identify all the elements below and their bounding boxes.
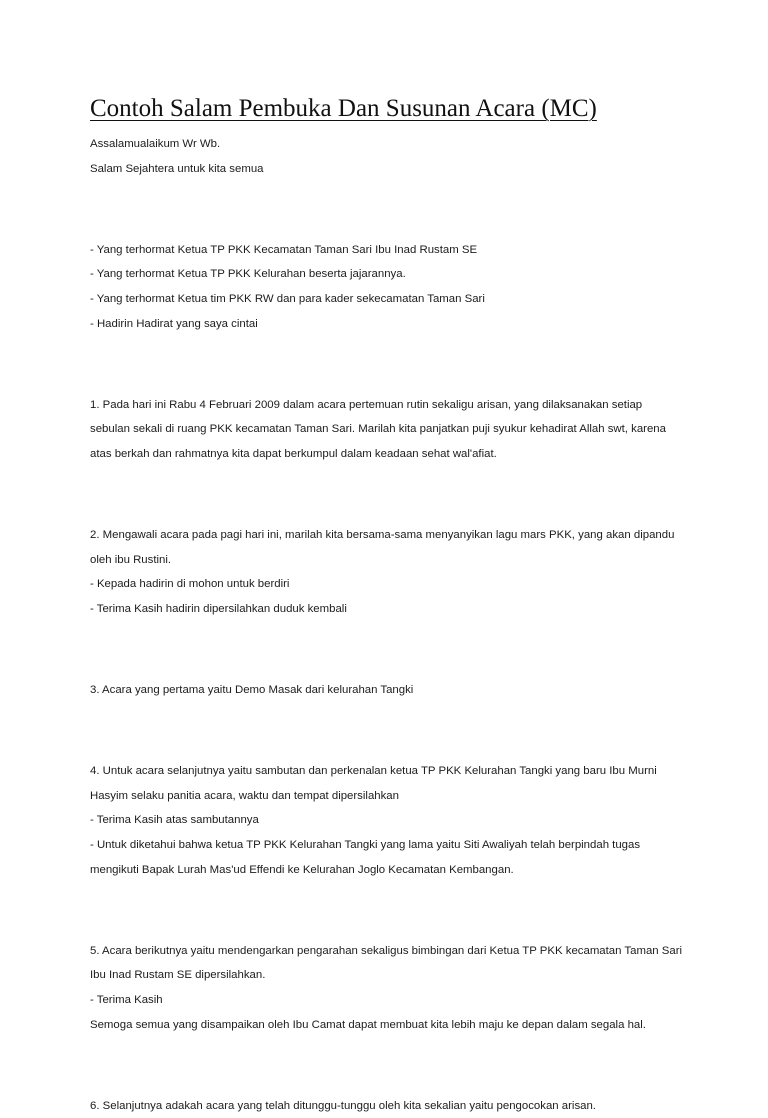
paragraph-gap: [90, 483, 700, 508]
text-line: Ibu Inad Rustam SE dipersilahkan.: [90, 969, 266, 982]
text-line: 6. Selanjutnya adakah acara yang telah ditunggu-tunggu oleh kita sekalian yaitu pengocokan arisan.: [90, 1099, 596, 1112]
paragraph-gap: [90, 197, 700, 222]
document-title: Contoh Salam Pembuka Dan Susunan Acara (MC): [90, 95, 597, 122]
document-page: [90, 92, 700, 1118]
text-line: - Terima Kasih hadirin dipersilahkan duduk kembali: [90, 602, 347, 615]
text-line: - Untuk diketahui bahwa ketua TP PKK Kelurahan Tangki yang lama yaitu Siti Awaliyah telah berpindah tugas: [90, 839, 641, 852]
text-line: 3. Acara yang pertama yaitu Demo Masak dari kelurahan Tangki: [90, 684, 414, 697]
text-line: sebulan sekali di ruang PKK kecamatan Taman Sari. Marilah kita panjatkan puji syukur kehadirat Allah swt, karena: [90, 423, 666, 436]
text-line: - Terima Kasih atas sambutannya: [90, 814, 259, 827]
text-line: mengikuti Bapak Lurah Mas'ud Effendi ke Kelurahan Joglo Kecamatan Kembangan.: [90, 863, 514, 876]
text-line: oleh ibu Rustini.: [90, 553, 172, 566]
text-line: Semoga semua yang disampaikan oleh Ibu Camat dapat membuat kita lebih maju ke depan dalam segala hal.: [90, 1018, 646, 1031]
paragraph-gap: [90, 352, 700, 377]
text-line: - Yang terhormat Ketua tim PKK RW dan para kader sekecamatan Taman Sari: [90, 292, 485, 305]
text-line: Assalamualaikum Wr Wb.: [90, 138, 221, 150]
paragraph-gap: [90, 898, 700, 923]
text-line: 4. Untuk acara selanjutnya yaitu sambutan dan perkenalan ketua TP PKK Kelurahan Tangki yang baru Ibu Murni: [90, 765, 657, 778]
text-line: 5. Acara berikutnya yaitu mendengarkan pengarahan sekaligus bimbingan dari Ketua TP PKK kecamatan Taman Sari: [90, 944, 683, 957]
text-line: - Yang terhormat Ketua TP PKK Kecamatan Taman Sari Ibu Inad Rustam SE: [90, 243, 478, 256]
document-body: [90, 132, 700, 1118]
text-line: 1. Pada hari ini Rabu 4 Februari 2009 dalam acara pertemuan rutin sekaligu arisan, yang dilaksanakan setiap: [90, 398, 643, 411]
text-line: Salam Sejahtera untuk kita semua: [90, 162, 264, 175]
paragraph-gap: [90, 719, 700, 744]
text-line: - Terima Kasih: [90, 994, 163, 1007]
text-line: Hasyim selaku panitia acara, waktu dan tempat dipersilahkan: [90, 789, 399, 802]
text-line: 2. Mengawali acara pada pagi hari ini, marilah kita bersama-sama menyanyikan lagu mars PKK, yang akan dipandu: [90, 529, 675, 542]
paragraph-gap: [90, 1053, 700, 1078]
text-line: - Hadirin Hadirat yang saya cintai: [90, 317, 258, 330]
text-line: - Kepada hadirin di mohon untuk berdiri: [90, 578, 290, 591]
text-line: atas berkah dan rahmatnya kita dapat berkumpul dalam keadaan sehat wal'afiat.: [90, 447, 497, 460]
paragraph-gap: [90, 638, 700, 663]
text-line: - Yang terhormat Ketua TP PKK Kelurahan beserta jajarannya.: [90, 268, 406, 281]
